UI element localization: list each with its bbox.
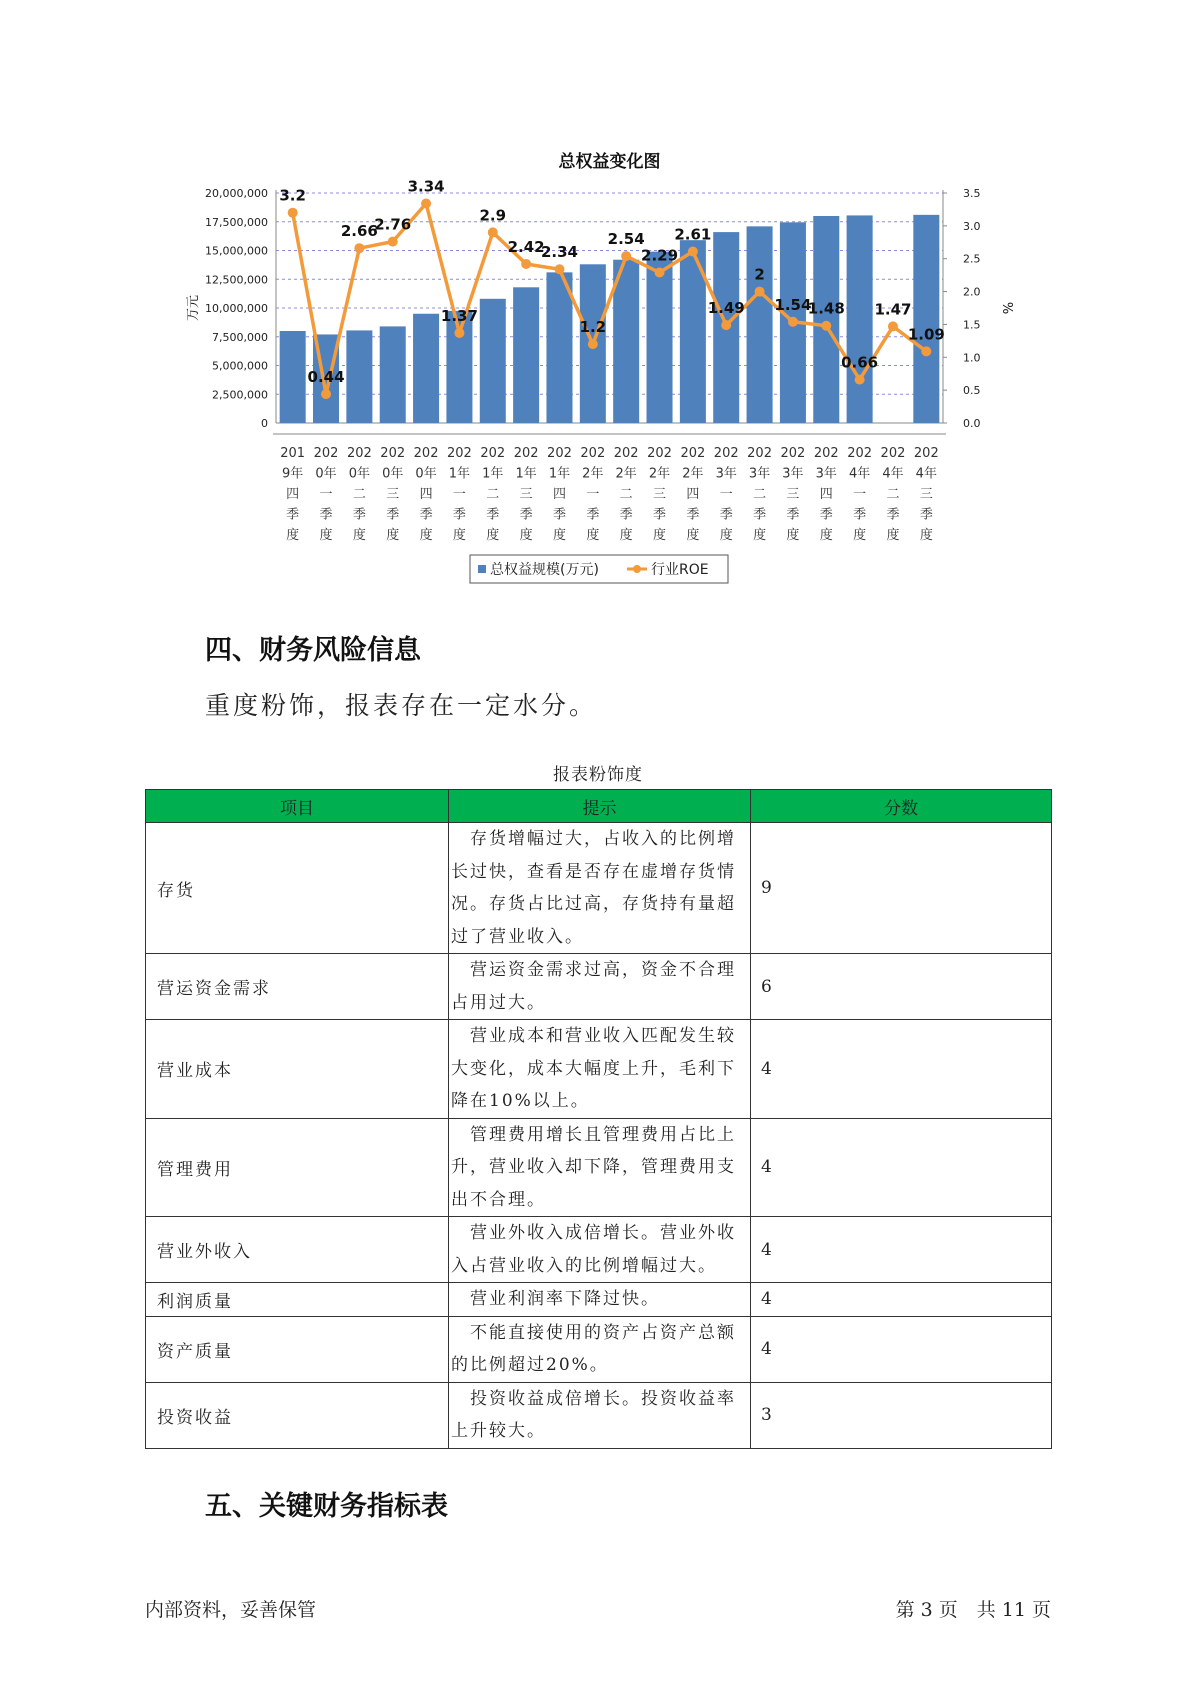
bar bbox=[380, 326, 406, 423]
row-score: 4 bbox=[751, 1020, 1052, 1119]
y-left-axis-label: 万元 bbox=[186, 294, 201, 322]
row-tip: 营运资金需求过高，资金不合理占用过大。 bbox=[449, 954, 751, 1020]
roe-data-label: 2 bbox=[754, 265, 765, 284]
header-item: 项目 bbox=[146, 790, 449, 823]
table-row bbox=[146, 1020, 1052, 1119]
legend-bar-swatch bbox=[478, 565, 486, 573]
row-tip: 营业外收入成倍增长。营业外收入占营业收入的比例增幅过大。 bbox=[449, 1217, 751, 1283]
footer-page-number: 第 3 页 共 11 页 bbox=[895, 1599, 1051, 1621]
row-tip: 投资收益成倍增长。投资收益率上升较大。 bbox=[449, 1382, 751, 1448]
y-right-tick-label: 3.0 bbox=[963, 219, 981, 233]
bar bbox=[280, 331, 306, 423]
row-score: 4 bbox=[751, 1316, 1052, 1382]
roe-point bbox=[721, 320, 731, 330]
table-row bbox=[146, 823, 1052, 954]
header-tip: 提示 bbox=[449, 790, 751, 823]
roe-data-label: 1.37 bbox=[440, 306, 478, 325]
table-row bbox=[146, 1283, 1052, 1317]
x-tick-label: 202 3年二季度 bbox=[747, 446, 772, 543]
whitewash-table bbox=[145, 789, 1052, 1449]
roe-point bbox=[888, 321, 898, 331]
roe-data-label: 3.2 bbox=[279, 186, 306, 205]
roe-data-label: 2.29 bbox=[641, 246, 679, 265]
bar bbox=[546, 272, 572, 423]
roe-data-label: 1.54 bbox=[774, 295, 812, 314]
chart-title: 总权益变化图 bbox=[558, 152, 661, 172]
roe-point bbox=[755, 287, 765, 297]
x-tick-label: 202 0年四季度 bbox=[413, 446, 439, 543]
x-tick-label: 202 3年三季度 bbox=[780, 446, 806, 543]
y-left-tick-label: 5,000,000 bbox=[212, 359, 268, 373]
x-tick-label: 202 4年二季度 bbox=[880, 446, 906, 543]
row-tip: 不能直接使用的资产占资产总额的比例超过20%。 bbox=[449, 1316, 751, 1382]
roe-point bbox=[321, 389, 331, 399]
x-tick-label: 202 4年一季度 bbox=[847, 446, 873, 543]
row-score: 6 bbox=[751, 954, 1052, 1020]
row-item: 管理费用 bbox=[146, 1118, 449, 1217]
y-right-tick-label: 0.5 bbox=[963, 384, 981, 398]
y-right-tick-label: 2.5 bbox=[963, 252, 981, 266]
x-tick-label: 202 1年一季度 bbox=[447, 446, 472, 543]
section-five-title: 五、关键财务指标表 bbox=[205, 1491, 448, 1522]
bar bbox=[513, 287, 539, 423]
row-tip: 营业利润率下降过快。 bbox=[449, 1283, 751, 1317]
roe-point bbox=[521, 259, 531, 269]
x-tick-label: 202 4年三季度 bbox=[913, 446, 939, 543]
row-item: 营业外收入 bbox=[146, 1217, 449, 1283]
risk-summary-text: 重度粉饰，报表存在一定水分。 bbox=[205, 691, 598, 720]
bar bbox=[413, 314, 439, 423]
roe-data-label: 1.49 bbox=[707, 299, 745, 318]
roe-data-label: 2.42 bbox=[507, 237, 545, 256]
roe-point bbox=[688, 246, 698, 256]
row-score: 4 bbox=[751, 1217, 1052, 1283]
y-left-tick-label: 20,000,000 bbox=[205, 187, 268, 200]
roe-data-label: 1.2 bbox=[579, 318, 607, 337]
x-tick-label: 202 1年四季度 bbox=[547, 446, 572, 543]
roe-point bbox=[388, 237, 398, 247]
y-left-tick-label: 0 bbox=[261, 417, 268, 430]
row-score: 9 bbox=[751, 823, 1052, 954]
roe-data-label: 2.66 bbox=[340, 222, 378, 241]
roe-point bbox=[288, 208, 298, 218]
roe-point bbox=[588, 339, 598, 349]
roe-point bbox=[821, 321, 831, 331]
section-four-title: 四、财务风险信息 bbox=[205, 635, 421, 666]
roe-data-label: 2.9 bbox=[479, 206, 507, 225]
roe-point bbox=[421, 199, 431, 209]
roe-data-label: 2.34 bbox=[540, 243, 578, 262]
table-row bbox=[146, 954, 1052, 1020]
y-right-axis-label: % bbox=[999, 301, 1014, 315]
x-tick-label: 202 3年四季度 bbox=[813, 446, 839, 543]
row-item: 利润质量 bbox=[146, 1283, 449, 1317]
x-tick-label: 202 0年三季度 bbox=[380, 446, 406, 543]
footer-left: 内部资料，妥善保管 bbox=[145, 1599, 317, 1621]
bar bbox=[847, 215, 873, 423]
bar bbox=[346, 330, 372, 423]
roe-data-label: 2.54 bbox=[607, 230, 645, 249]
roe-data-label: 1.48 bbox=[807, 299, 845, 318]
table-header-row bbox=[146, 790, 1052, 823]
roe-data-label: 2.76 bbox=[374, 215, 412, 234]
y-left-tick-label: 12,500,000 bbox=[205, 273, 268, 287]
y-right-tick-label: 1.5 bbox=[963, 318, 981, 332]
y-left-tick-label: 7,500,000 bbox=[212, 330, 268, 344]
x-tick-label: 202 2年二季度 bbox=[613, 446, 639, 543]
row-score: 3 bbox=[751, 1382, 1052, 1448]
y-right-tick-label: 2.0 bbox=[963, 285, 981, 299]
roe-point bbox=[855, 375, 865, 385]
roe-point bbox=[554, 264, 564, 274]
x-tick-label: 202 1年二季度 bbox=[480, 446, 506, 543]
row-item: 资产质量 bbox=[146, 1316, 449, 1382]
row-item: 存货 bbox=[146, 823, 449, 954]
legend-line-marker bbox=[633, 565, 641, 573]
x-tick-label: 202 2年三季度 bbox=[647, 446, 672, 543]
table-row bbox=[146, 1316, 1052, 1382]
roe-point bbox=[354, 243, 364, 253]
bar bbox=[813, 216, 839, 423]
y-right-tick-label: 3.5 bbox=[963, 187, 981, 200]
row-tip: 管理费用增长且管理费用占比上升，营业收入却下降，管理费用支出不合理。 bbox=[449, 1118, 751, 1217]
row-tip: 存货增幅过大，占收入的比例增长过快，查看是否存在虚增存货情况。存货占比过高，存货持有量超过了营业收入。 bbox=[449, 823, 751, 954]
y-left-tick-label: 17,500,000 bbox=[205, 215, 268, 229]
row-score: 4 bbox=[751, 1283, 1052, 1317]
y-left-tick-label: 2,500,000 bbox=[212, 388, 268, 402]
x-tick-label: 202 1年三季度 bbox=[513, 446, 539, 543]
table-row bbox=[146, 1217, 1052, 1283]
roe-point bbox=[921, 346, 931, 356]
equity-chart bbox=[0, 0, 1191, 600]
row-tip: 营业成本和营业收入匹配发生较大变化，成本大幅度上升，毛利下降在10%以上。 bbox=[449, 1020, 751, 1119]
roe-data-label: 2.61 bbox=[674, 225, 712, 244]
roe-data-label: 0.44 bbox=[307, 368, 345, 387]
y-left-tick-label: 10,000,000 bbox=[205, 302, 268, 315]
row-item: 营运资金需求 bbox=[146, 954, 449, 1020]
y-right-tick-label: 1.0 bbox=[963, 351, 981, 365]
x-tick-label: 202 0年二季度 bbox=[346, 446, 372, 543]
bar bbox=[747, 226, 773, 423]
table-caption: 报表粉饰度 bbox=[553, 765, 643, 785]
roe-point bbox=[621, 251, 631, 261]
legend-bar-label: 总权益规模(万元) bbox=[490, 562, 599, 578]
roe-data-label: 1.09 bbox=[907, 325, 945, 344]
y-left-tick-label: 15,000,000 bbox=[205, 244, 268, 258]
x-tick-label: 202 2年四季度 bbox=[680, 446, 706, 543]
roe-data-label: 3.34 bbox=[407, 177, 445, 196]
row-item: 投资收益 bbox=[146, 1382, 449, 1448]
roe-data-label: 0.66 bbox=[841, 353, 879, 372]
y-right-tick-label: 0.0 bbox=[963, 417, 981, 430]
x-tick-label: 202 2年一季度 bbox=[580, 446, 606, 543]
x-tick-label: 202 0年一季度 bbox=[313, 446, 339, 543]
table-row bbox=[146, 1382, 1052, 1448]
roe-point bbox=[655, 268, 665, 278]
roe-point bbox=[788, 317, 798, 327]
roe-point bbox=[454, 328, 464, 338]
table-row bbox=[146, 1118, 1052, 1217]
x-tick-label: 201 9年四季度 bbox=[280, 446, 306, 543]
bar bbox=[913, 215, 939, 423]
legend-line-label: 行业ROE bbox=[651, 562, 709, 578]
bar bbox=[480, 299, 506, 423]
roe-data-label: 1.47 bbox=[874, 300, 912, 319]
row-score: 4 bbox=[751, 1118, 1052, 1217]
header-score: 分数 bbox=[751, 790, 1052, 823]
roe-point bbox=[488, 227, 498, 237]
equity-chart-svg bbox=[0, 0, 1191, 600]
x-tick-label: 202 3年一季度 bbox=[713, 446, 739, 543]
row-item: 营业成本 bbox=[146, 1020, 449, 1119]
